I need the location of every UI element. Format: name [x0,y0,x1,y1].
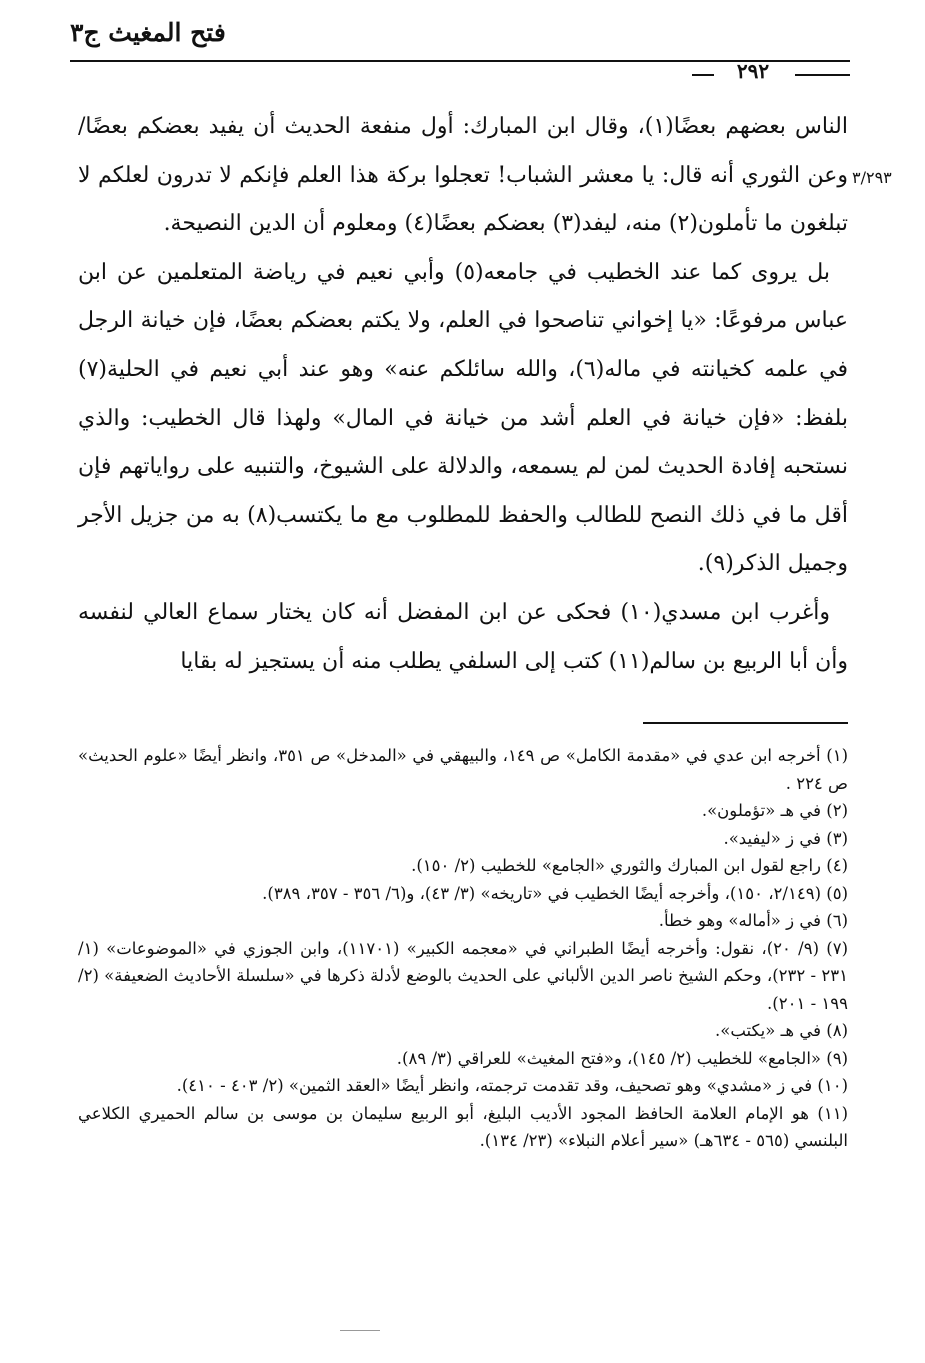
margin-reference: ٣/٢٩٣ [852,168,892,187]
footnote: (٤) راجع لقول ابن المبارك والثوري «الجامع» للخطيب (٢/ ١٥٠). [411,856,848,875]
footnotes [78,742,848,1155]
footnote-separator [643,722,848,724]
footnote: (٣) في ز «ليفيد». [723,828,848,848]
page-number: ٢٩٢ [736,59,770,83]
footnote: (٢) في هـ «تؤملون». [701,801,848,820]
page-end-mark [340,1330,380,1331]
footnote: (٦) في ز «أماله» وهو خطأ. [658,911,848,930]
page-number-block [692,59,850,86]
body-paragraph: وأغرب ابن مسدي(١٠) فحكى عن ابن المفضل أنه كان يختار سماع العالي لنفسه وأن أبا الربيع بن سالم(١١) كتب إلى السلفي يطلب منه أن يستجيز له بقايا [78,599,848,674]
footnote: (٥) (٢/١٤٩، ١٥٠)، وأخرجه أيضًا الخطيب في «تاريخه» (٣/ ٤٣)، و(٦/ ٣٥٦ - ٣٥٧، ٣٨٩). [262,883,848,903]
main-text [78,103,848,686]
footnote: (١١) هو الإمام العلامة الحافظ المجود الأديب البليغ، أبو الربيع سليمان بن موسى بن سالم الحميري الكلاعي البلنسي (٥٦٥ - ٦٣٤هـ) «سير أعلام النبلاء» (٢٣/ ١٣٤). [78,1103,848,1150]
footnote: (١٠) في ز «مشدي» وهو تصحيف، وقد تقدمت ترجمته، وانظر أيضًا «العقد الثمين» (٢/ ٤٠٣ - ٤١٠). [176,1076,848,1095]
body-paragraph: الناس بعضهم بعضًا(١)، وقال ابن المبارك: أول منفعة الحديث أن يفيد بعضكم بعضًا/ وعن الثوري أنه قال: يا معشر الشباب! تعجلوا بركة هذا العلم فإنكم لا تدرون لعلكم لا تبلغون ما تأملون(٢) منه، ليفد(٣) بعضكم بعضًا(٤) ومعلوم أن الدين النصيحة. [78,114,848,237]
running-header-title: فتح المغيث ج٣ [70,18,226,47]
body-paragraph: بل يروى كما عند الخطيب في جامعه(٥) وأبي نعيم في رياضة المتعلمين عن ابن عباس مرفوعًا: «يا إخواني تناصحوا في العلم، ولا يكتم بعضكم بعضًا، فإن خيانة الرجل في علمه كخيانته في ماله(٦)، والله سائلكم عنه» وهو عند أبي نعيم في الحلية(٧) بلفظ: «فإن خيانة في العلم أشد من خيانة في المال» ولهذا قال الخطيب: والذي نستحبه إفادة الحديث لمن لم يسمعه، والدلالة على الشيوخ، والتنبيه على رواياتهم فإن أقل ما في ذلك النصح للطالب والحفظ للمطلوب مع ما يكتسب(٨) به من جزيل الأجر وجميل الذكر(٩). [78,259,848,577]
footnote: (٧) (٩/ ٢٠)، نقول: وأخرجه أيضًا الطبراني في «معجمه الكبير» (١١٧٠١)، وابن الجوزي في «الموضوعات» (١/ ٢٣١ - ٢٣٢)، وحكم الشيخ ناصر الدين الألباني على الحديث بالوضع لأدلة ذكرها في «سلسلة الأحاديث الضعيفة» (٢/ ١٩٩ - ٢٠١). [78,938,849,1013]
footnote: (٩) «الجامع» للخطيب (٢/ ١٤٥)، و«فتح المغيث» للعراقي (٣/ ٨٩). [396,1048,848,1068]
page-number-rule-right [795,74,850,76]
page-number-rule-left [692,74,714,76]
footnote: (١) أخرجه ابن عدي في «مقدمة الكامل» ص ١٤٩، والبيهقي في «المدخل» ص ٣٥١، وانظر أيضًا «علوم الحديث» ص ٢٢٤ . [78,746,849,793]
footnote: (٨) في هـ «يكتب». [715,1021,848,1040]
